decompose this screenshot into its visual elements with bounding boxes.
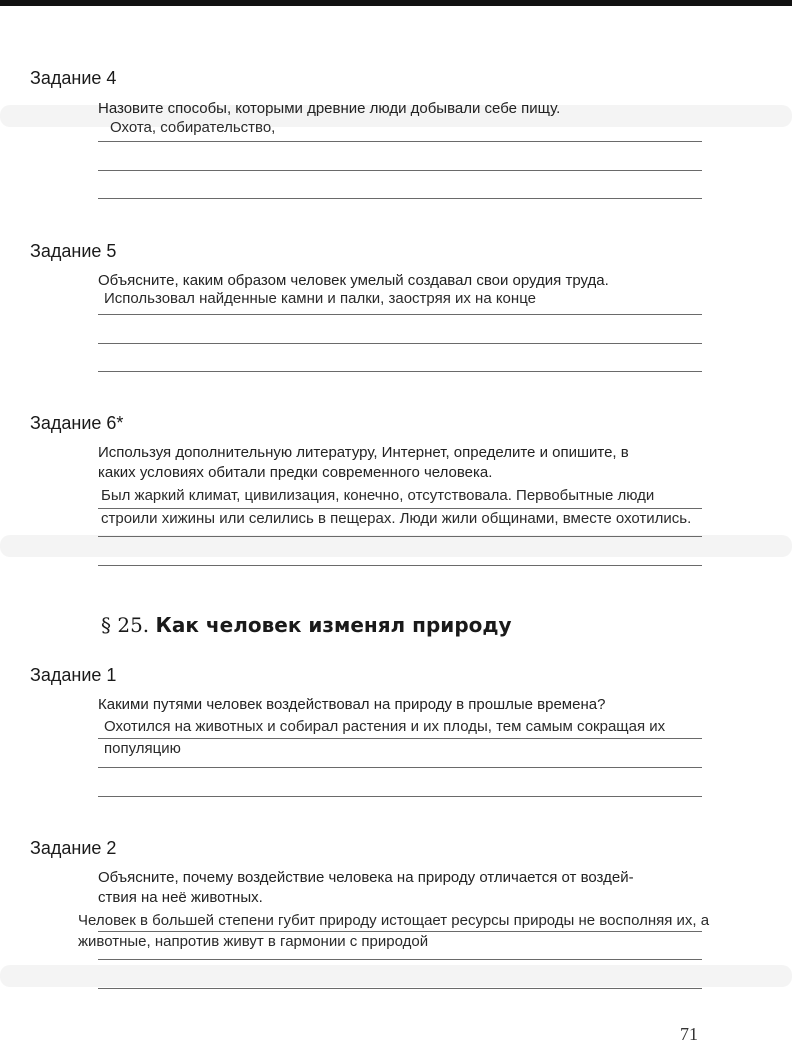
scan-shadow — [0, 535, 792, 557]
task-4-answer: Охота, собирательство, — [110, 119, 276, 136]
answer-line — [98, 959, 702, 960]
answer-line — [98, 931, 702, 932]
task-5-answer: Использовал найденные камни и палки, заостряя их на конце — [104, 290, 536, 307]
scan-shadow — [0, 965, 792, 987]
answer-line — [98, 371, 702, 372]
section-heading — [101, 613, 512, 637]
section-task-2-question-line-2: ствия на неё животных. — [98, 889, 263, 906]
answer-line — [98, 796, 702, 797]
section-task-2-answer-line-1: Человек в большей степени губит природу истощает ресурсы природы не восполняя их, а — [78, 912, 710, 929]
section-task-2-question-line-1: Объясните, почему воздействие человека на природу отличается от воздей- — [98, 869, 634, 886]
section-task-1-answer-line-2: популяцию — [104, 740, 181, 757]
answer-line — [98, 170, 702, 171]
answer-line — [98, 988, 702, 989]
section-task-1-title: Задание 1 — [30, 665, 117, 685]
section-number: § 25. — [101, 613, 150, 637]
task-4-title: Задание 4 — [30, 68, 117, 88]
task-5-question: Объясните, каким образом человек умелый создавал свои орудия труда. — [98, 272, 609, 289]
answer-line — [98, 536, 702, 537]
section-title: Как человек изменял природу — [155, 613, 512, 637]
section-task-2-answer-line-2: животные, напротив живут в гармонии с природой — [78, 933, 429, 950]
task-6-answer-line-2: строили хижины или селились в пещерах. Люди жили общинами, вместе охотились. — [101, 510, 692, 527]
answer-line — [98, 343, 702, 344]
task-6-question-line-2: каких условиях обитали предки современного человека. — [98, 464, 493, 481]
task-6-title: Задание 6* — [30, 413, 124, 433]
section-task-1-answer-line-1: Охотился на животных и собирал растения и их плоды, тем самым сокращая их — [104, 718, 666, 735]
page-top-border — [0, 0, 792, 6]
answer-line — [98, 198, 702, 199]
answer-line — [98, 314, 702, 315]
answer-line — [98, 738, 702, 739]
task-5-title: Задание 5 — [30, 241, 117, 261]
answer-line — [98, 767, 702, 768]
task-4-question: Назовите способы, которыми древние люди добывали себе пищу. — [98, 100, 561, 117]
answer-line — [98, 508, 702, 509]
section-task-1-question: Какими путями человек воздействовал на природу в прошлые времена? — [98, 696, 606, 713]
page-number: 71 — [680, 1024, 698, 1044]
answer-line — [98, 141, 702, 142]
answer-line — [98, 565, 702, 566]
task-6-question-line-1: Используя дополнительную литературу, Интернет, определите и опишите, в — [98, 444, 629, 461]
task-6-answer-line-1: Был жаркий климат, цивилизация, конечно, отсутствовала. Первобытные люди — [101, 487, 655, 504]
section-task-2-title: Задание 2 — [30, 838, 117, 858]
